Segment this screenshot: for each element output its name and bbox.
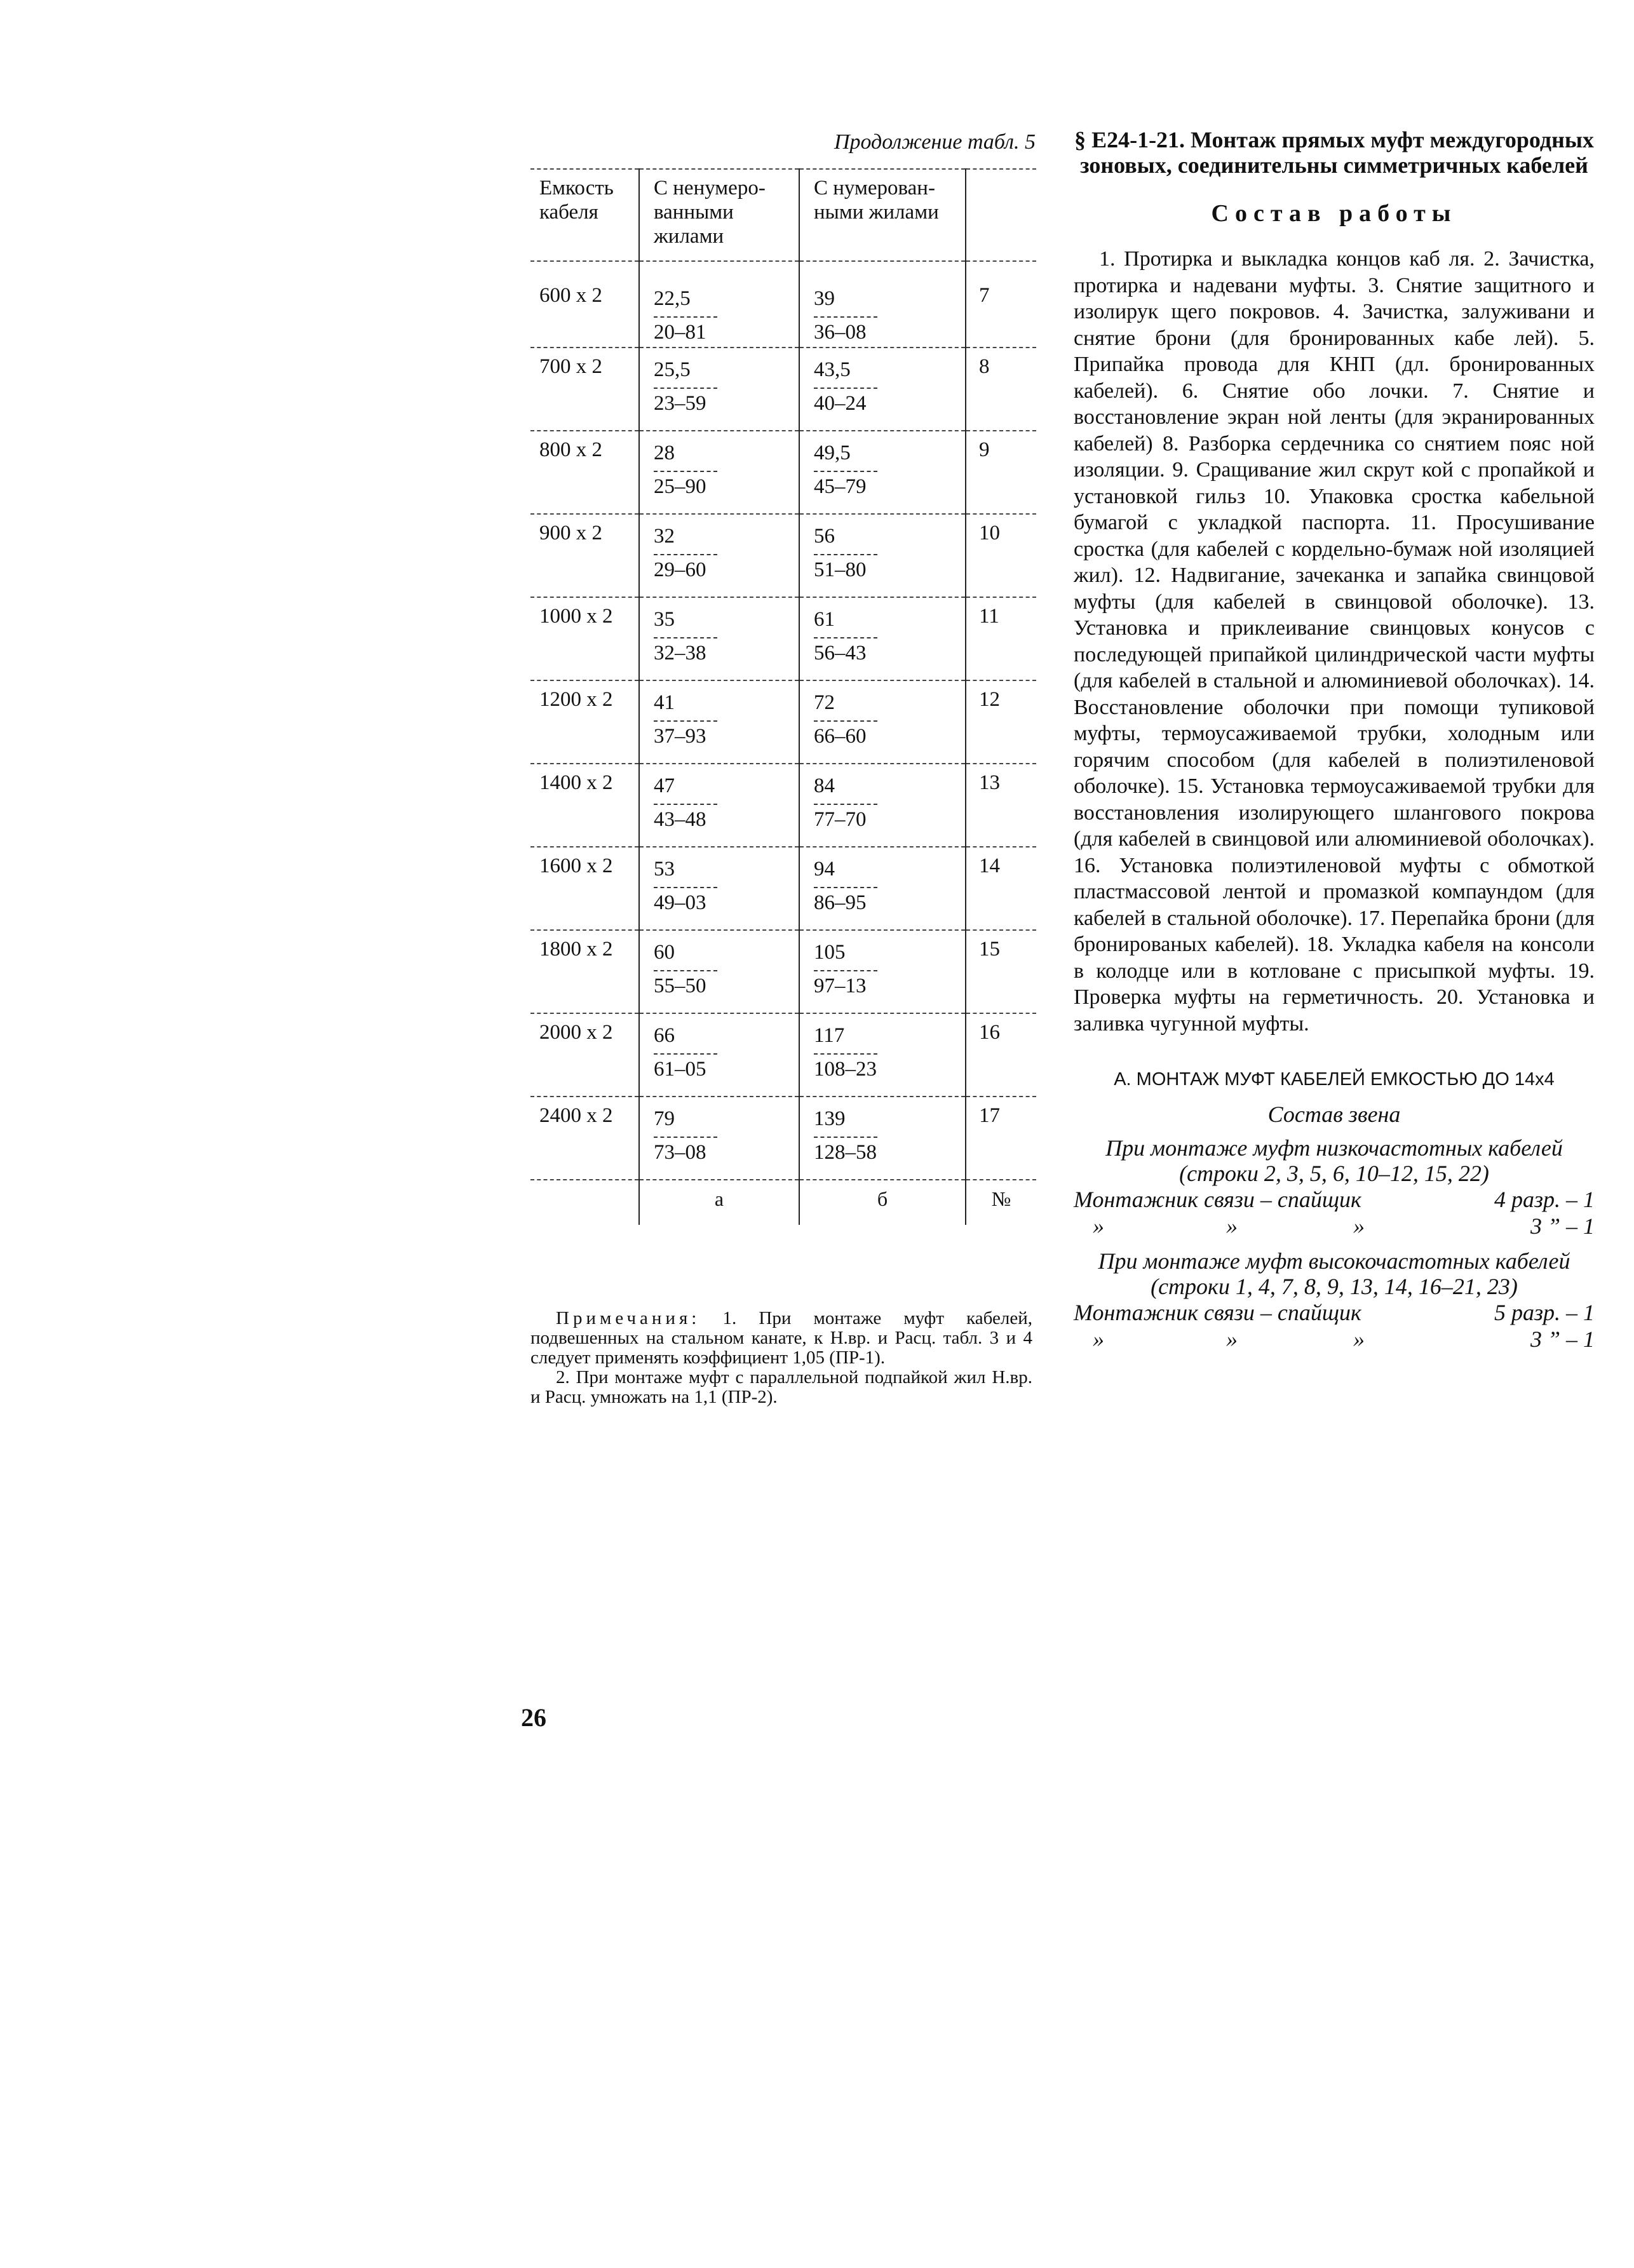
row-number-cell (966, 431, 1036, 514)
work-heading: Состав работы (1211, 200, 1457, 227)
capacity-cell (530, 514, 639, 597)
subsection-title: А. МОНТАЖ МУФТ КАБЕЛЕЙ ЕМКОСТЬЮ ДО 14x4 (1114, 1069, 1555, 1090)
notes-label: Примечания: (556, 1308, 701, 1328)
section-column (1074, 127, 1595, 1353)
table-row (530, 597, 1036, 680)
numbered-cell (799, 847, 966, 930)
table-row (530, 930, 1036, 1013)
footer-cell: б (799, 1180, 966, 1225)
row-number-cell (966, 261, 1036, 348)
row-number: 13 (979, 771, 1000, 794)
crew-grade: 3 ” – 1 (1530, 1326, 1595, 1352)
table-row (530, 764, 1036, 847)
row-number: 15 (979, 938, 1000, 961)
time-norm: 47 (654, 774, 675, 797)
rate-value: 29–60 (654, 558, 706, 581)
rate-value: 51–80 (814, 558, 867, 581)
ditto-mark: » (1093, 1326, 1104, 1352)
capacity-value: 1200 x 2 (539, 688, 613, 711)
table-row (530, 847, 1036, 930)
crew-row (1074, 1186, 1595, 1213)
rate-value: 20–81 (654, 321, 706, 344)
time-norm: 84 (814, 774, 835, 797)
rate-value: 25–90 (654, 475, 706, 498)
row-number: 10 (979, 522, 1000, 544)
time-norm: 79 (654, 1107, 675, 1130)
rate-value: 66–60 (814, 725, 867, 748)
time-norm: 139 (814, 1107, 846, 1130)
crew-row (1074, 1213, 1595, 1239)
rate-value: 97–13 (814, 975, 867, 997)
header-numbered: С нумерован-ными жилами (799, 169, 966, 261)
crew-grade: 4 разр. – 1 (1494, 1187, 1595, 1212)
capacity-value: 1000 x 2 (539, 605, 613, 628)
unnumbered-cell (639, 514, 799, 597)
header-unnumbered: С ненумеро-ванными жилами (639, 169, 799, 261)
capacity-cell (530, 680, 639, 764)
rate-value: 128–58 (814, 1141, 877, 1164)
unnumbered-cell (639, 261, 799, 348)
crew-role: Монтажник связи – спайщик (1074, 1187, 1361, 1212)
table-row (530, 514, 1036, 597)
capacity-value: 2400 x 2 (539, 1104, 613, 1127)
table-caption: Продолжение табл. 5 (834, 130, 1036, 154)
unnumbered-cell (639, 847, 799, 930)
unnumbered-cell (639, 764, 799, 847)
capacity-value: 600 x 2 (539, 284, 602, 307)
table-row (530, 431, 1036, 514)
table-notes (530, 1309, 1032, 1407)
rate-value: 56–43 (814, 642, 867, 665)
row-number-cell (966, 680, 1036, 764)
ditto-mark: » (1226, 1213, 1238, 1239)
rate-value: 108–23 (814, 1058, 877, 1081)
capacity-value: 1600 x 2 (539, 854, 613, 877)
time-norm: 94 (814, 858, 835, 881)
capacity-value: 2000 x 2 (539, 1021, 613, 1044)
time-norm: 32 (654, 525, 675, 548)
time-norm: 49,5 (814, 442, 851, 464)
row-number: 17 (979, 1104, 1000, 1127)
capacity-cell (530, 431, 639, 514)
time-norm: 35 (654, 608, 675, 631)
note-1-text: 1. При монтаже муфт кабелей, подвешенных на стальном канате, к Н.вр. и Расц. табл. 3 и 4 следует применять коэффициент 1,05 (ПР-1). (530, 1308, 1033, 1368)
time-norm: 53 (654, 858, 675, 881)
table-row (530, 1097, 1036, 1180)
ditto-mark: » (1093, 1213, 1104, 1239)
note-2: 2. При монтаже муфт с параллельной подпайкой жил Н.вр. и Расц. умножать на 1,1 (ПР-2). (530, 1367, 1032, 1407)
row-number-cell (966, 1097, 1036, 1180)
capacity-cell (530, 597, 639, 680)
row-number-cell (966, 1013, 1036, 1097)
rate-value: 61–05 (654, 1058, 706, 1081)
rate-value: 77–70 (814, 808, 867, 831)
capacity-value: 1800 x 2 (539, 938, 613, 961)
time-norm: 66 (654, 1024, 675, 1047)
crew-row (1074, 1326, 1595, 1353)
numbered-cell (799, 1097, 966, 1180)
numbered-cell (799, 680, 966, 764)
table-row (530, 1013, 1036, 1097)
crew-condition-high: При монтаже муфт высокочастотных кабелей (строки 1, 4, 7, 8, 9, 13, 14, 16–21, 23) (1098, 1248, 1570, 1299)
crew-grade: 3 ” – 1 (1530, 1213, 1595, 1239)
note-1 (530, 1309, 1032, 1368)
rate-value: 73–08 (654, 1141, 706, 1164)
table-footer-row (530, 1180, 1036, 1225)
rate-value: 86–95 (814, 891, 867, 914)
capacity-cell (530, 930, 639, 1013)
ditto-mark: » (1353, 1213, 1365, 1239)
capacity-cell (530, 1013, 639, 1097)
time-norm: 25,5 (654, 358, 691, 381)
time-norm: 72 (814, 691, 835, 714)
rate-value: 55–50 (654, 975, 706, 997)
crew-title: Состав звена (1267, 1102, 1401, 1127)
row-number-cell (966, 847, 1036, 930)
page-number: 26 (521, 1703, 546, 1732)
rates-table (530, 168, 1036, 1225)
footer-cell: а (639, 1180, 799, 1225)
numbered-cell (799, 514, 966, 597)
capacity-value: 700 x 2 (539, 355, 602, 378)
footer-cell: № (991, 1187, 1011, 1210)
rate-value: 40–24 (814, 392, 867, 415)
time-norm: 28 (654, 442, 675, 464)
rate-value: 45–79 (814, 475, 867, 498)
rate-value: 32–38 (654, 642, 706, 665)
row-number: 7 (979, 284, 990, 307)
table-row (530, 261, 1036, 348)
rate-value: 43–48 (654, 808, 706, 831)
ditto-mark: » (1226, 1326, 1238, 1352)
row-number: 11 (979, 605, 999, 628)
row-number-cell (966, 764, 1036, 847)
unnumbered-cell (639, 930, 799, 1013)
unnumbered-cell (639, 1013, 799, 1097)
time-norm: 39 (814, 287, 835, 310)
footer-cell (530, 1180, 639, 1225)
rate-value: 37–93 (654, 725, 706, 748)
numbered-cell (799, 597, 966, 680)
table-header-row (530, 169, 1036, 261)
table-row (530, 680, 1036, 764)
numbered-cell (799, 930, 966, 1013)
time-norm: 22,5 (654, 287, 691, 310)
rate-value: 49–03 (654, 891, 706, 914)
time-norm: 117 (814, 1024, 845, 1047)
capacity-cell (530, 847, 639, 930)
row-number-cell (966, 930, 1036, 1013)
time-norm: 60 (654, 941, 675, 964)
capacity-cell (530, 1097, 639, 1180)
capacity-cell (530, 348, 639, 431)
unnumbered-cell (639, 597, 799, 680)
crew-grade: 5 разр. – 1 (1494, 1300, 1595, 1325)
time-norm: 61 (814, 608, 835, 631)
crew-condition-low: При монтаже муфт низкочастотных кабелей (строки 2, 3, 5, 6, 10–12, 15, 22) (1105, 1135, 1563, 1186)
numbered-cell (799, 764, 966, 847)
header-capacity: Емкость кабеля (530, 169, 639, 261)
crew-role: Монтажник связи – спайщик (1074, 1300, 1361, 1325)
header-number (966, 169, 1036, 261)
unnumbered-cell (639, 348, 799, 431)
row-number: 12 (979, 688, 1000, 711)
unnumbered-cell (639, 680, 799, 764)
row-number: 9 (979, 438, 990, 461)
row-number: 8 (979, 355, 990, 378)
capacity-cell (530, 764, 639, 847)
rate-value: 36–08 (814, 321, 867, 344)
time-norm: 56 (814, 525, 835, 548)
capacity-value: 1400 x 2 (539, 771, 613, 794)
row-number: 14 (979, 854, 1000, 877)
table-row (530, 348, 1036, 431)
ditto-mark: » (1353, 1326, 1365, 1352)
unnumbered-cell (639, 1097, 799, 1180)
time-norm: 43,5 (814, 358, 851, 381)
crew-row (1074, 1299, 1595, 1326)
capacity-value: 800 x 2 (539, 438, 602, 461)
capacity-value: 900 x 2 (539, 522, 602, 544)
time-norm: 41 (654, 691, 675, 714)
time-norm: 105 (814, 941, 846, 964)
row-number-cell (966, 597, 1036, 680)
work-text: 1. Протирка и выкладка концов каб ля. 2. Зачистка, протирка и надевани муфты. 3. Снятие защитного и изолирук щего покровов. 4. Зачистка, залуживани и снятие брони (для бронированных кабе лей). 5. Припайка провода для КНП (дл. бронированных кабелей). 6. Снятие обо лочки. 7. Снятие и восстановление экран ной ленты (для экранированных кабелей) 8. Разборка сердечника со снятием пояс ной изоляции. 9. Сращивание жил скрут кой с пропайкой и установкой гильз 10. Упаковка сростка кабельной бумагой с укладкой паспорта. 11. Просушивание сростка (для кабелей с кордельно-бумаж ной изоляцией жил). 12. Надвигание, зачеканка и запайка свинцовой муфты (для кабелей в свинцовой оболочке). 13. Установка и приклеивание свинцовых конусов с последующей припайкой цилиндрической части муфты (для кабелей в стальной и алюминиевой оболочках). 14. Восстановление оболочки при помощи тупиковой муфты, термоусаживаемой трубки, холодным или горячим способом (для кабелей в полиэтиленовой оболочке). 15. Установка термоусаживаемой трубки для восстановления изолирующего шлангового покрова (для кабелей в свинцовой или алюминиевой оболочках). 16. Установка полиэтиленовой муфты с обмоткой пластмассовой лентой и промазкой компаундом (для кабелей в стальной оболочке). 17. Перепайка брони (для бронированых кабелей). 18. Укладка кабеля на консоли в колодце или в котловане с присыпкой муфты. 19. Проверка муфты на герметичность. 20. Установка и заливка чугунной муфты. (1074, 247, 1595, 1036)
unnumbered-cell (639, 431, 799, 514)
rate-value: 23–59 (654, 392, 706, 415)
numbered-cell (799, 431, 966, 514)
numbered-cell (799, 261, 966, 348)
numbered-cell (799, 1013, 966, 1097)
row-number-cell (966, 348, 1036, 431)
row-number-cell (966, 514, 1036, 597)
section-title: § Е24-1-21. Монтаж прямых муфт междугородных зоновых, соединительны симметричных кабелей (1074, 127, 1594, 178)
capacity-cell (530, 261, 639, 348)
numbered-cell (799, 348, 966, 431)
row-number: 16 (979, 1021, 1000, 1044)
